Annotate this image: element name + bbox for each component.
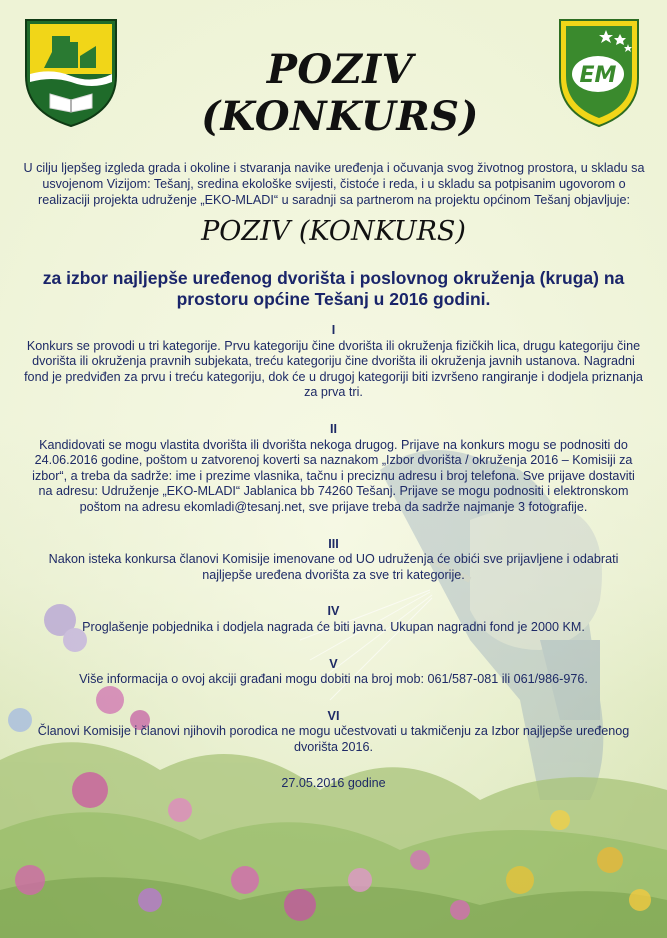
competition-headline: za izbor najljepše uređenog dvorišta i poslovnog okruženja (kruga) na prostoru općine Tešanj u 2016 godini. [42, 268, 625, 309]
section-text: Više informacija o ovoj akciji građani mogu dobiti na broj mob: 061/587-081 ili 061/986-976. [79, 672, 588, 687]
intro-paragraph: U cilju ljepšeg izgleda grada i okoline i stvaranja navike uređenja i očuvanja svog životnog prostora, u skladu sa usvojenom Vizijom: Tešanj, sredina ekološke svijesti, čistoće i reda, i u skladu sa potpisanim ugovorom o realizaciji projekta udruženje „EKO-MLADI“ u saradnji sa partnerom na projektu općinom Tešanj objavljuje: [23, 160, 645, 207]
sections-list [24, 323, 643, 792]
section-text: Nakon isteka konkursa članovi Komisije imenovane od UO udruženja će obići sve prijavljene i odabrati najljepše uređena dvorišta za sve tri kategorije. [48, 552, 619, 582]
section-number: VI [327, 708, 340, 723]
section-number: I [331, 323, 336, 337]
section-number: V [329, 656, 338, 671]
section-text: Članovi Komisije i članovi njihovih porodica ne mogu učestvovati u takmičenju za Izbor najljepše uređenog dvorišta 2016. [37, 724, 630, 754]
main-title: POZIV (KONKURS) [201, 46, 479, 140]
section-number: IV [327, 604, 340, 619]
subtitle: POZIV (KONKURS) [201, 216, 466, 247]
eko-mladi-logo [556, 16, 642, 128]
section-text: Proglašenje pobjednika i dodjela nagrada će biti javna. Ukupan nagradni fond je 2000 KM. [82, 619, 585, 634]
section-text: Kandidovati se mogu vlastita dvorišta ili dvorišta nekoga drugog. Prijave na konkurs mogu se podnositi do 24.06.2016 godine, poštom u zatvorenoj koverti sa naznakom „Izbor dvorišta / okruženja 2016 – Komisiji za izbor“, a treba da sadrže: ime i prezime vlasnika, tačnu i preciznu adresu i broj telefona. Sve prijave dostaviti na adresu: Udruženje „EKO-MLADI“ Jablanica bb 74260 Tešanj. Prijave se mogu podnositi i elektronskom poštom na adresu ekomladi@tesanj.net, sve prijave treba da sadrže najmanje 3 fotografije. [32, 437, 635, 514]
section-number: II [330, 421, 337, 436]
publication-date: 27.05.2016 godine [281, 776, 386, 791]
section-text: Konkurs se provodi u tri kategorije. Prvu kategoriju čine dvorišta ili okruženja fizičkih lica, drugu kategoriju čine dvorišta ili okruženja pravnih subjekata, treću kategoriju čine dvorišta ili okruženja javnih ustanova. Nagradni fond je predviđen za prvu i treću kategoriju, dok će u drugoj kategoriji biti izvršeno rangiranje i dodjela priznanja za prva tri. [24, 338, 643, 400]
eko-mladi-logo-letters: EM [579, 63, 617, 88]
section-number: III [328, 536, 339, 551]
municipality-coat-of-arms-logo [22, 16, 120, 128]
